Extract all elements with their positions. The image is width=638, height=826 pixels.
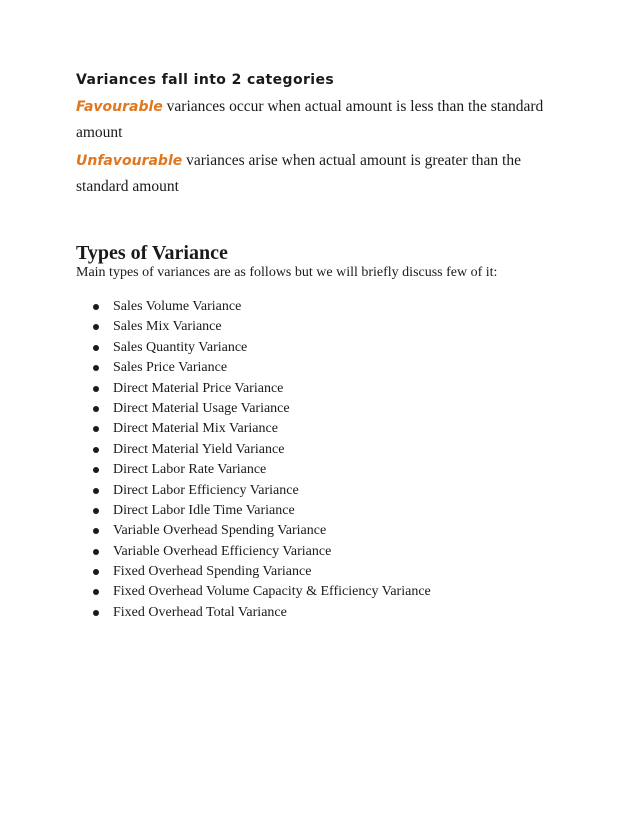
bullet-icon [93, 508, 99, 514]
unfavourable-text: variances arise when actual amount is greater than the standard amount [76, 152, 521, 195]
list-item-label: Variable Overhead Spending Variance [113, 523, 327, 539]
bullet-icon [93, 569, 99, 575]
bullet-icon [93, 406, 99, 412]
list-item-label: Sales Volume Variance [113, 299, 242, 314]
list-item-label: Variable Overhead Efficiency Variance [113, 543, 332, 559]
variance-list [76, 297, 431, 623]
bullet-icon [93, 549, 99, 555]
list-item [76, 460, 431, 480]
list-item-label: Direct Material Yield Variance [113, 441, 285, 457]
favourable-term: Favourable [76, 99, 163, 115]
list-item [76, 582, 431, 602]
bullet-icon [93, 589, 99, 595]
list-item [76, 379, 431, 399]
bullet-icon [93, 304, 99, 310]
unfavourable-term: Unfavourable [76, 153, 183, 169]
list-item-label: Direct Material Mix Variance [113, 421, 278, 437]
list-item-label: Direct Labor Rate Variance [113, 462, 267, 478]
bullet-icon [93, 610, 99, 616]
list-item-label: Fixed Overhead Volume Capacity & Efficiency Variance [113, 584, 431, 600]
list-item [76, 297, 431, 317]
list-item [76, 440, 431, 460]
bullet-icon [93, 324, 99, 330]
list-item [76, 399, 431, 419]
list-item-label: Sales Mix Variance [113, 319, 222, 335]
bullet-icon [93, 467, 99, 473]
list-item [76, 562, 431, 582]
list-item-label: Fixed Overhead Total Variance [113, 604, 287, 620]
favourable-text: variances occur when actual amount is less than the standard amount [76, 98, 544, 141]
section-intro: Main types of variances are as follows but we will briefly discuss few of it: [76, 265, 498, 280]
list-item [76, 338, 431, 358]
bullet-icon [93, 488, 99, 494]
list-item [76, 317, 431, 337]
bullet-icon [93, 365, 99, 371]
bullet-icon [93, 386, 99, 392]
section-title: Types of Variance [76, 242, 228, 264]
list-item [76, 603, 431, 623]
list-item-label: Sales Price Variance [113, 360, 228, 376]
favourable-paragraph [76, 94, 571, 145]
bullet-icon [93, 345, 99, 351]
list-item [76, 501, 431, 521]
bullet-icon [93, 528, 99, 534]
bullet-icon [93, 426, 99, 432]
list-item-label: Sales Quantity Variance [113, 339, 248, 355]
list-item-label: Direct Material Usage Variance [113, 400, 290, 416]
list-item [76, 481, 431, 501]
list-item [76, 419, 431, 439]
list-item-label: Direct Material Price Variance [113, 380, 284, 396]
bullet-icon [93, 447, 99, 453]
list-item [76, 521, 431, 541]
list-item-label: Direct Labor Idle Time Variance [113, 502, 295, 518]
list-item [76, 542, 431, 562]
unfavourable-paragraph [76, 148, 571, 199]
list-item-label: Direct Labor Efficiency Variance [113, 482, 299, 498]
list-item [76, 358, 431, 378]
categories-heading: Variances fall into 2 categories [76, 72, 335, 88]
list-item-label: Fixed Overhead Spending Variance [113, 564, 312, 580]
